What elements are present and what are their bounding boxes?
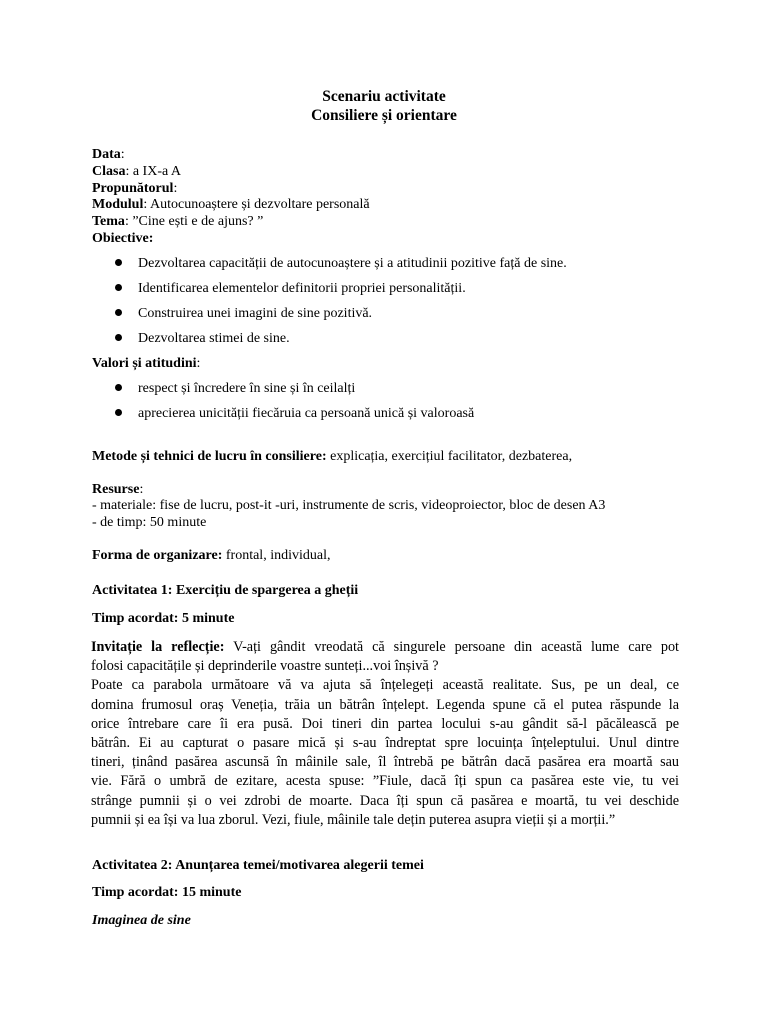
reflection-paragraph: [91, 638, 679, 830]
field-value: : ”Cine ești e de ajuns? ”: [124, 214, 264, 229]
document-title: Scenariu activitate: [322, 88, 446, 105]
resources-time: - de timp: 50 minute: [92, 515, 207, 530]
resources-colon: :: [139, 482, 144, 497]
field-label: Propunătorul: [92, 181, 174, 196]
field-data: [92, 146, 125, 164]
field-label: Clasa: [92, 164, 126, 179]
paragraph-line: folosi capacitățile și deprinderile voastre sunteți...voi înșivă ?: [91, 658, 439, 675]
field-label: Modulul: [92, 197, 144, 212]
objective-item: Construirea unei imagini de sine pozitivă.: [138, 306, 373, 321]
reflection-label: Invitație la reflecție:: [91, 639, 225, 655]
field-modulul: [92, 196, 370, 214]
values-colon: :: [196, 356, 201, 371]
organization-line: [92, 547, 330, 565]
bullet-icon: [115, 409, 122, 416]
field-value: : Autocunoaștere și dezvoltare personală: [143, 197, 370, 212]
activity-2-subtitle: Imaginea de sine: [92, 913, 191, 928]
paragraph-line: pumnii și ea își va lua zborul. Vezi, fiule, mâinile tale dețin puterea asupra vieții și a morții.”: [91, 811, 616, 828]
document-subtitle: Consiliere și orientare: [311, 107, 457, 124]
bullet-icon: [115, 259, 122, 266]
field-label: Data: [92, 147, 121, 162]
paragraph-line: Poate ca parabola următoare vă va ajuta să înțelegeți această realitate. Sus, pe un deal, ce: [91, 677, 679, 694]
value-item: respect și încredere în sine și în ceilalți: [138, 381, 356, 396]
methods-value: explicația, exercițiul facilitator, dezbaterea,: [326, 449, 573, 464]
field-tema: [92, 213, 263, 231]
bullet-icon: [115, 284, 122, 291]
activity-1-title: Activitatea 1: Exercițiu de spargerea a gheții: [92, 583, 359, 598]
objectives-heading: Obiective:: [92, 231, 154, 246]
objective-item: Dezvoltarea capacității de autocunoaștere și a atitudinii pozitive față de sine.: [138, 256, 567, 271]
values-heading: [92, 355, 200, 373]
organization-value: frontal, individual,: [222, 548, 331, 563]
paragraph-line: vie. Fără o umbră de ezitare, acesta spuse: ”Fiule, dacă îți spun ca pasărea este vie, tu vei: [91, 773, 679, 790]
paragraph-line: orice întrebare care îi era pusă. Doi tineri din partea locului s-au gândit să-l păcălească pe: [91, 715, 679, 732]
bullet-icon: [115, 384, 122, 391]
field-clasa: [92, 163, 181, 181]
resources-materials: - materiale: fise de lucru, post-it -uri, instrumente de scris, videoproiector, bloc de desen A3: [92, 498, 606, 513]
objective-item: Identificarea elementelor definitorii propriei personalității.: [138, 281, 466, 296]
paragraph-line: tineri, ținând pasărea ascunsă în mâinile sale, îl întrebă pe bătrân dacă pasărea era moartă sau: [91, 754, 679, 771]
paragraph-line: [91, 638, 679, 657]
objective-item: Dezvoltarea stimei de sine.: [138, 331, 290, 346]
bullet-icon: [115, 309, 122, 316]
paragraph-text: V-ați gândit vreodată că singurele persoane din această lume care pot: [224, 639, 679, 655]
bullet-icon: [115, 334, 122, 341]
values-label: Valori și atitudini: [92, 356, 197, 371]
activity-2-title: Activitatea 2: Anunțarea temei/motivarea alegerii temei: [92, 858, 424, 873]
paragraph-line: strânge pumnii și o vei zdrobi de moarte. Daca îți spun că pasărea e moartă, tu vei deschide: [91, 792, 679, 809]
methods-label: Metode și tehnici de lucru în consiliere:: [92, 449, 327, 464]
organization-label: Forma de organizare:: [92, 548, 223, 563]
methods-line: [92, 448, 572, 466]
value-item: aprecierea unicității fiecăruia ca persoană unică și valoroasă: [138, 406, 475, 421]
field-value: : a IX-a A: [125, 164, 182, 179]
resources-label: Resurse: [92, 482, 140, 497]
activity-1-time: Timp acordat: 5 minute: [92, 611, 235, 626]
field-value: :: [173, 181, 178, 196]
activity-2-time: Timp acordat: 15 minute: [92, 885, 242, 900]
paragraph-line: domina frumosul oraș Veneția, trăia un bătrân înțelept. Legenda spune că el putea răspunde la: [91, 696, 679, 713]
paragraph-line: bătrân. Ei au capturat o pasare mică și s-au îndreptat spre locuința înțeleptului. Unul dintre: [91, 735, 679, 752]
field-label: Tema: [92, 214, 125, 229]
field-value: :: [120, 147, 125, 162]
